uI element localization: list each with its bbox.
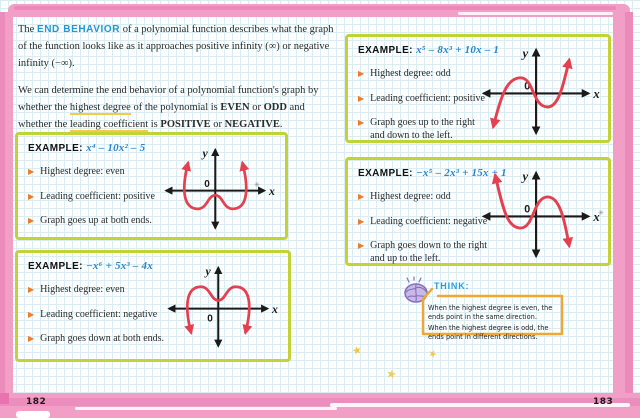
origin-label: 0 xyxy=(524,203,531,216)
graph-down-right-up-left xyxy=(472,162,606,263)
example-heading: EXAMPLE: x⁵ – 8x³ + 10x – 1 xyxy=(358,44,500,56)
leading-coefficient-underlined: leading coefficient xyxy=(69,118,149,130)
y-axis-label: y xyxy=(202,145,208,160)
bullet-triangle-icon: ▶ xyxy=(28,191,35,201)
intro-paragraph-2: We can determine the end behavior of a polynomial function's graph by whether the highest degree of the polynomial is EVEN or ODD and whether the leading coefficient is POSITIVE or NEGATIVE. xyxy=(18,85,319,130)
page-number-left: 182 xyxy=(26,397,47,407)
right-border xyxy=(613,12,633,418)
origin-label: 0 xyxy=(207,313,213,325)
graph-down-both-ends xyxy=(160,255,282,355)
y-axis-label: y xyxy=(522,46,529,61)
bullet-triangle-icon: ▶ xyxy=(28,167,35,176)
example-formula: x⁴ – 10x² – 5 xyxy=(86,142,146,154)
star-icon: ★ xyxy=(384,366,399,382)
star-icon: ★ xyxy=(350,342,364,359)
x-axis-label: x xyxy=(593,210,600,225)
left-border xyxy=(0,12,13,418)
list-item: ▶ Highest degree: even xyxy=(28,284,125,295)
graph-up-right-down-left xyxy=(472,39,606,140)
list-item: ▶ Graph goes down to the right and up to the left. xyxy=(358,240,488,264)
x-axis-label: x xyxy=(268,184,275,199)
bullet-triangle-icon: ▶ xyxy=(358,69,365,78)
example-heading: EXAMPLE: −x⁶ + 5x³ – 4x xyxy=(28,260,153,272)
think-label: THINK: xyxy=(434,281,470,291)
top-border xyxy=(8,4,630,17)
list-item: ▶ Leading coefficient: positive xyxy=(358,92,485,104)
example-box-quartic-positive xyxy=(15,132,288,240)
y-axis-label: y xyxy=(205,263,211,278)
bullet-triangle-icon: ▶ xyxy=(28,285,35,294)
x-axis-label: x xyxy=(593,87,600,102)
x-axis-label: x xyxy=(271,302,278,317)
list-item: ▶ Highest degree: odd xyxy=(358,191,451,202)
bullet-triangle-icon: ▶ xyxy=(28,334,35,343)
polynomial-curve xyxy=(495,176,569,246)
think-text: When the highest degree is even, the ends point in the same direction. When the highest degree is odd, the ends point in different directions. xyxy=(428,304,553,341)
bullet-triangle-icon: ▶ xyxy=(358,241,365,250)
list-item: ▶ Leading coefficient: positive xyxy=(28,190,155,202)
highest-degree-underlined: highest degree xyxy=(69,102,131,114)
example-box-sextic-negative xyxy=(15,250,291,362)
intro-paragraph-1: The END BEHAVIOR of a polynomial function describes what the graph of the function looks like as it approaches positive infinity (∞) or negative infinity (−∞). xyxy=(18,24,334,69)
list-item: ▶ Leading coefficient: negative xyxy=(28,308,158,320)
page-number-right: 183 xyxy=(593,397,614,407)
y-axis-label: y xyxy=(522,169,529,184)
sparkle-icon: ✳ xyxy=(254,181,260,189)
sparkle-icon: ✳ xyxy=(598,209,604,217)
example-formula: −x⁶ + 5x³ – 4x xyxy=(86,260,153,272)
origin-label: 0 xyxy=(204,179,210,190)
think-callout xyxy=(400,272,578,344)
end-behavior-term: END BEHAVIOR xyxy=(36,24,121,35)
list-item: ▶ Graph goes up to the right and down to the left. xyxy=(358,117,475,141)
list-item: ▶ Graph goes up at both ends. xyxy=(28,215,152,226)
bottom-border xyxy=(0,393,640,418)
bullet-triangle-icon: ▶ xyxy=(358,118,365,127)
list-item: ▶ Leading coefficient: negative xyxy=(358,215,488,227)
list-item: ▶ Highest degree: odd xyxy=(358,68,451,79)
origin-label: 0 xyxy=(524,80,531,93)
bullet-triangle-icon: ▶ xyxy=(28,216,35,225)
list-item: ▶ Highest degree: even xyxy=(28,166,125,177)
star-icon: ★ xyxy=(426,347,439,362)
example-formula: x⁵ – 8x³ + 10x – 1 xyxy=(416,44,500,56)
bullet-triangle-icon: ▶ xyxy=(358,216,365,226)
example-heading: EXAMPLE: x⁴ – 10x² – 5 xyxy=(28,142,146,154)
example-box-quintic-positive xyxy=(345,34,611,143)
intro-text xyxy=(18,22,334,145)
graph-up-both-ends xyxy=(157,137,279,237)
example-heading: EXAMPLE: −x⁵ – 2x³ + 15x + 1 xyxy=(358,167,507,179)
bullet-triangle-icon: ▶ xyxy=(358,93,365,103)
bullet-triangle-icon: ▶ xyxy=(28,309,35,319)
example-formula: −x⁵ – 2x³ + 15x + 1 xyxy=(416,167,507,179)
example-box-quintic-negative xyxy=(345,157,611,266)
bullet-triangle-icon: ▶ xyxy=(358,192,365,201)
list-item: ▶ Graph goes down at both ends. xyxy=(28,333,165,344)
